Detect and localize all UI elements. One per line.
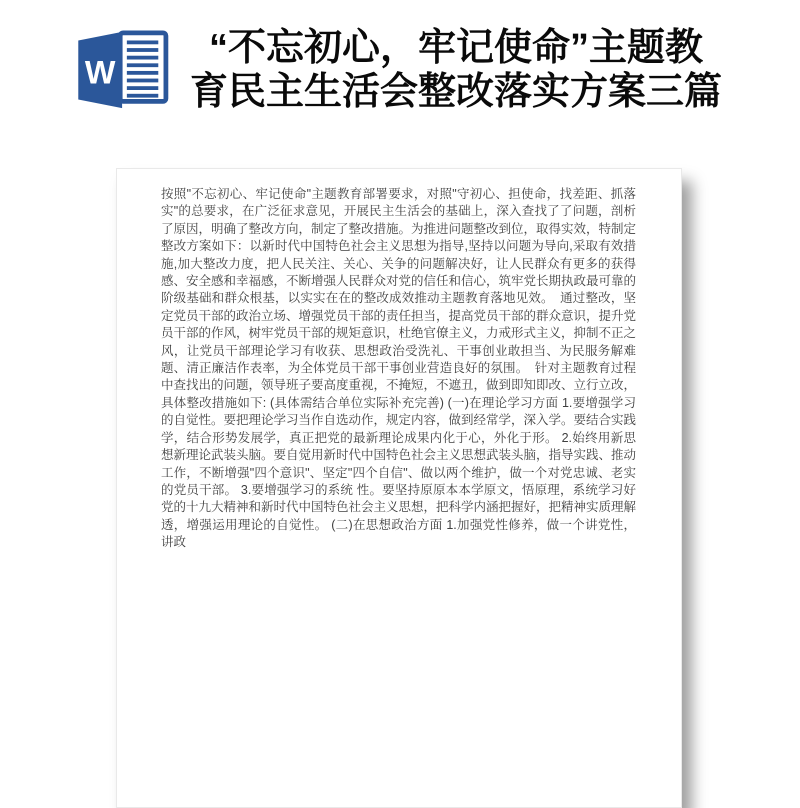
document-body-text: 按照"不忘初心、牢记使命"主题教育部署要求，对照"守初心、担使命，找差距、抓落实"的总要求，在广泛征求意见，开展民主生活会的基础上，深入查找了了问题，剖析了原因，明确了整改方向，制定了整改措施。为推进问题整改到位，取得实效，特制定整改方案如下：以新时代中国特色社会主义思想为指导,坚持以问题为导向,采取有效措施,加大整改力度，把人民关注、关心、关争的问题解决好，让人民群众有更多的获得感、安全感和幸福感，不断增强人民群众对党的信任和信心，筑牢党长期执政最可靠的阶级基础和群众根基，以实实在在的整改成效推动主题教育落地见效。 通过整改，坚定党员干部的政治立场、增强党员干部的责任担当，提高党员干部的群众意识，提升党员干部的作风，树牢党员干部的规矩意识，杜绝官僚主义，力戒形式主义，抑制不正之风，让党员干部理论学习有收获、思想政治受洗礼、干事创业敢担当、为民服务解难题、清正廉洁作表率，为全体党员干部干事创业营造良好的氛围。 针对主题教育过程 中查找出的问题，领导班子要高度重视，不掩短，不遮丑，做到即知即改、立行立改，具体整改措施如下: (具体需结合单位实际补充完善) (一)在理论学习方面 1.要增强学习的自觉性。要把理论学习当作自选动作，规定内容，做到经常学，深入学。要结合实践学，结合形势发展学，真正把党的最新理论成果内化于心，外化于形。 2.始终用新思想新理论武装头脑。要自觉用新时代中国特色社会主义思想武装头脑，指导实践、推动工作，不断增强"四个意识"、坚定"四个自信"、做以两个维护，做一个对党忠诚、老实的党员干部。 3.要增强学习的系统 性。要坚持原原本本学原文，悟原理，系统学习好党的十九大精神和新时代中国特色社会主义思想，把科学内涵把握好，把精神实质理解透，增强运用理论的自觉性。 (二)在思想政治方面 1.加强党性修养，做一个讲党性，讲政 (161, 187, 637, 550)
title-line-1: “不忘初心，牢记使命”主题教 (208, 27, 703, 69)
document-page (116, 168, 682, 808)
word-doc-icon (78, 30, 170, 110)
document-title (176, 26, 736, 114)
document-header (0, 0, 800, 160)
title-line-2: 育民主生活会整改落实方案三篇 (189, 71, 722, 113)
svg-text:W: W (84, 54, 116, 91)
